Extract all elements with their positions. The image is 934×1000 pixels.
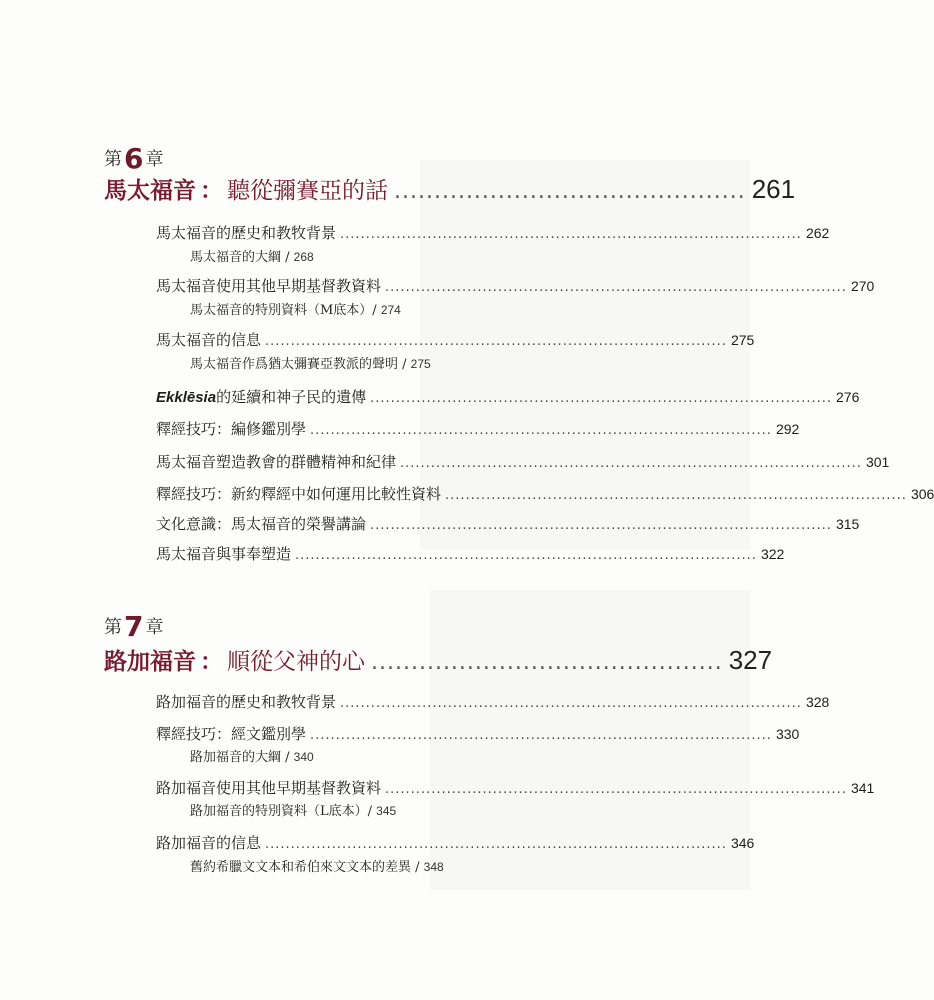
toc-entry-label: 路加福音的信息	[156, 834, 262, 852]
toc-entry-label	[156, 386, 366, 407]
toc-entry-label: 馬太福音的信息	[156, 331, 262, 349]
leader-dots: ..........................................................................................	[310, 728, 772, 743]
chapter-6-label	[104, 142, 163, 175]
chapter-7-title[interactable]	[104, 643, 773, 676]
chapter-title-sub: 聽從彌賽亞的話	[227, 178, 388, 204]
leader-dots: ..........................................................................................	[400, 456, 862, 471]
toc-entry-label-text: 的延續和神子民的遺傳	[216, 388, 367, 406]
chapter-prefix: 第	[104, 617, 122, 638]
toc-subentry-label: 舊約希臘文文本和希伯來文文本的差異 /	[190, 860, 424, 875]
leader-dots: ............................................	[394, 179, 746, 204]
toc-entry[interactable]	[156, 222, 830, 243]
toc-entry[interactable]	[156, 275, 875, 296]
toc-entry-page: 328	[805, 694, 830, 710]
chapter-page-number: 261	[751, 174, 796, 204]
chapter-title-main: 馬太福音	[104, 178, 196, 204]
toc-entry-label: 馬太福音塑造教會的群體精神和紀律	[156, 453, 397, 471]
leader-dots: ..........................................................................................	[265, 837, 727, 852]
toc-subentry-page: 275	[410, 357, 431, 371]
chapter-page-number: 327	[728, 645, 773, 675]
toc-subentry-page: 268	[293, 250, 314, 264]
toc-entry[interactable]	[156, 451, 890, 472]
toc-entry-label: 馬太福音使用其他早期基督教資料	[156, 277, 382, 295]
toc-entry-page: 315	[835, 516, 860, 532]
leader-dots: ..........................................................................................	[385, 280, 847, 295]
toc-entry[interactable]	[156, 329, 755, 350]
toc-subentry-label: 馬太福音的大綱 /	[190, 250, 294, 265]
toc-subentry-page: 274	[380, 303, 401, 317]
toc-entry-page: 262	[805, 225, 830, 241]
toc-entry[interactable]	[156, 691, 830, 712]
chapter-title-separator: ：	[200, 649, 223, 675]
toc-subentry-page: 345	[376, 804, 397, 818]
toc-entry[interactable]	[156, 832, 755, 853]
toc-entry[interactable]	[156, 386, 860, 407]
toc-entry-page: 275	[730, 332, 755, 348]
chapter-suffix: 章	[145, 149, 164, 170]
chapter-title-sub: 順從父神的心	[227, 649, 365, 675]
leader-dots: ..........................................................................................	[265, 334, 727, 349]
leader-dots: ............................................	[371, 650, 723, 675]
toc-entry-page: 292	[775, 421, 800, 437]
chapter-suffix: 章	[145, 617, 164, 638]
toc-entry-label: 文化意識：馬太福音的榮譽講論	[156, 515, 367, 533]
toc-entry-page: 330	[775, 726, 800, 742]
toc-entry[interactable]	[156, 483, 934, 504]
toc-entry-page: 301	[865, 454, 890, 470]
toc-subentry[interactable]	[190, 856, 444, 875]
toc-entry-page: 306	[910, 486, 934, 502]
toc-entry[interactable]	[156, 418, 800, 439]
leader-dots: ..........................................................................................	[445, 488, 907, 503]
toc-entry-label: 路加福音使用其他早期基督教資料	[156, 779, 382, 797]
toc-entry[interactable]	[156, 543, 785, 564]
chapter-number: 6	[124, 142, 144, 175]
chapter-prefix: 第	[104, 149, 122, 170]
toc-entry-latin-term: Ekklēsia	[156, 389, 217, 406]
toc-entry-page: 322	[760, 546, 785, 562]
toc-entry-label: 釋經技巧：新約釋經中如何運用比較性資料	[156, 485, 442, 503]
toc-entry-label: 路加福音的歷史和教牧背景	[156, 693, 337, 711]
toc-entry[interactable]	[156, 513, 860, 534]
toc-entry-label: 馬太福音的歷史和教牧背景	[156, 224, 337, 242]
toc-entry-page: 341	[850, 780, 875, 796]
chapter-number: 7	[124, 610, 144, 643]
chapter-6-title[interactable]	[104, 172, 796, 205]
chapter-7-label	[104, 610, 163, 643]
toc-subentry-page: 348	[423, 860, 444, 874]
chapter-title-main: 路加福音	[104, 649, 196, 675]
toc-subentry[interactable]	[190, 299, 401, 318]
toc-entry-page: 276	[836, 389, 860, 405]
leader-dots: ..........................................................................................	[385, 782, 847, 797]
toc-entry[interactable]	[156, 777, 875, 798]
leader-dots: ..........................................................................................	[340, 227, 802, 242]
toc-entry-label: 釋經技巧：經文鑑別學	[156, 725, 307, 743]
toc-entry-label: 馬太福音與事奉塑造	[156, 545, 292, 563]
toc-entry-label: 釋經技巧：編修鑑別學	[156, 420, 307, 438]
chapter-title-separator: ：	[200, 178, 223, 204]
leader-dots: ..........................................................................................	[310, 423, 772, 438]
leader-dots: ..........................................................................................	[295, 548, 757, 563]
toc-entry-page: 270	[850, 278, 875, 294]
toc-subentry-label: 路加福音的大綱 /	[190, 750, 294, 765]
toc-subentry[interactable]	[190, 746, 314, 765]
toc-subentry-page: 340	[293, 750, 314, 764]
toc-subentry[interactable]	[190, 800, 396, 819]
leader-dots: ..........................................................................................	[340, 696, 802, 711]
toc-subentry[interactable]	[190, 353, 431, 372]
toc-subentry-label: 馬太福音作爲猶太彌賽亞教派的聲明 /	[190, 357, 411, 372]
toc-subentry-label: 馬太福音的特別資料（M底本）/	[190, 303, 381, 318]
leader-dots: ..........................................................................................	[370, 518, 832, 533]
toc-subentry[interactable]	[190, 246, 314, 265]
toc-entry[interactable]	[156, 723, 800, 744]
leader-dots: ..........................................................................................	[370, 391, 832, 406]
toc-subentry-label: 路加福音的特別資料（L底本）/	[190, 804, 377, 819]
toc-entry-page: 346	[730, 835, 755, 851]
